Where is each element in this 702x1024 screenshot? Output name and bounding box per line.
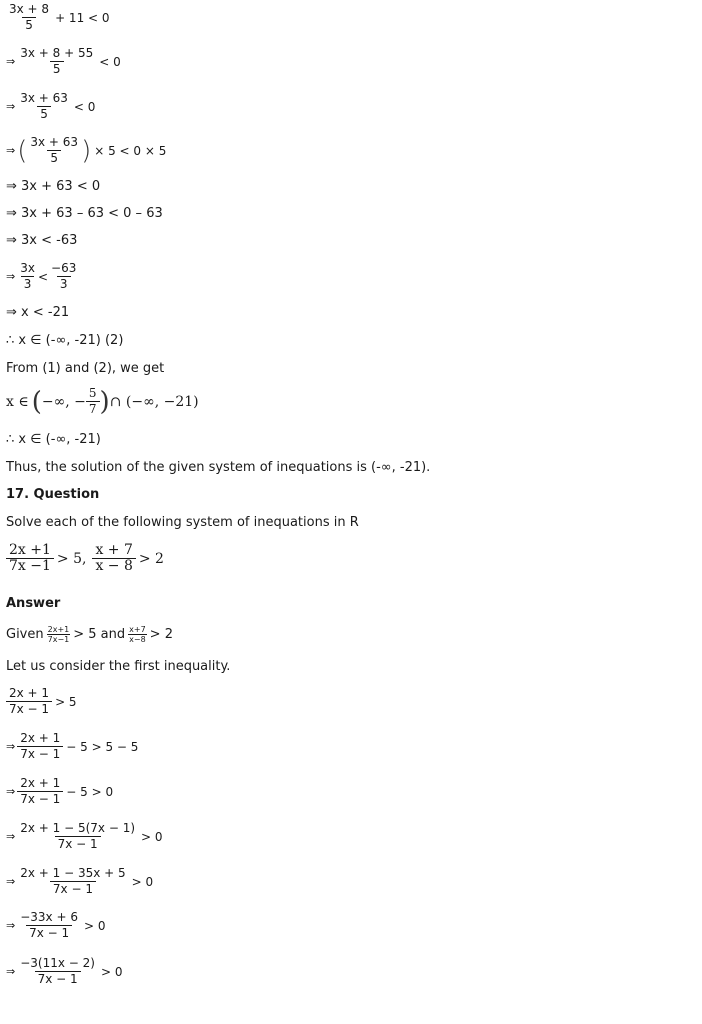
given-line: Given $\frac{2x+1}{7x-1}$ > 5 and $\frac{x+7}{x-8}$ > 2 [6,625,173,644]
consider-text: Let us consider the first inequality. [6,659,231,674]
fraction: $\frac{-33x + 6}{7x - 1}$ [20,910,78,940]
fraction: $\frac{2x + 1}{7x - 1}$ [17,731,63,762]
step-3: ⇒ $\frac{3x + 63}{5}$ < 0 [6,91,96,121]
step-6: ⇒ 3x + 63 – 63 < 0 – 63 [6,206,163,221]
fraction-2: $\frac{x + 7}{x - 8}$ [92,543,135,574]
answer-step-5: ⇒ $\frac{2x + 1 - 35x + 5}{7x - 1}$ > 0 [6,866,154,896]
answer-step-1: $\frac{2x + 1}{7x - 1}$ > 5 [6,686,77,717]
fraction-right: $\frac{-63}{3}$ [51,261,77,291]
fraction: $\frac{5}{7}$ [86,386,100,417]
step-9: ⇒ x < -21 [6,305,70,320]
combine-result: ∴ x ∈ (-∞, -21) [6,432,101,447]
step-2: ⇒ $\frac{3x + 8 + 55}{5}$ < 0 [6,46,121,76]
fraction: $\frac{3x + 8}{5}$ [9,2,50,32]
question-system: $\frac{2x +1}{7x -1}$ > 5, $\frac{x + 7}{x - 8}$ > 2 [6,543,164,574]
step-7: ⇒ 3x < -63 [6,233,78,248]
fraction-2: $\frac{x+7}{x-8}$ [129,625,146,644]
answer-step-3: ⇒ $\frac{2x + 1}{7x - 1}$ − 5 > 0 [6,776,114,806]
step-10: ∴ x ∈ (-∞, -21) (2) [6,333,124,348]
fraction-left: $\frac{3x}{3}$ [20,261,35,291]
answer-step-7: ⇒ $\frac{-3(11x - 2)}{7x - 1}$ > 0 [6,956,123,986]
step-5: ⇒ 3x + 63 < 0 [6,179,101,194]
question-title: 17. Question [6,487,100,502]
step-4: ⇒ ( $\frac{3x + 63}{5}$ ) × 5 < 0 × 5 [6,135,167,166]
step-8: ⇒ $\frac{3x}{3}$ < $\frac{-63}{3}$ [6,261,79,292]
fraction: $\frac{2x + 1 - 5(7x - 1)}{7x - 1}$ [20,821,136,851]
fraction: $\frac{3x + 8 + 55}{5}$ [20,46,94,76]
fraction-1: $\frac{2x +1}{7x -1}$ [6,543,54,574]
fraction: $\frac{2x + 1 - 35x + 5}{7x - 1}$ [20,866,126,896]
fraction: $\frac{3x + 63}{5}$ [30,135,79,165]
question-prompt: Solve each of the following system of inequations in R [6,515,359,530]
answer-label: Answer [6,596,61,611]
answer-step-6: ⇒ $\frac{-33x + 6}{7x - 1}$ > 0 [6,910,106,940]
combine-intro: From (1) and (2), we get [6,361,165,376]
combine-expression: x ∈ ( −∞, − $\frac{5}{7}$ ) ∩ (−∞, −21) [6,386,199,417]
answer-step-2: ⇒ $\frac{2x + 1}{7x - 1}$ − 5 > 5 − 5 [6,731,139,761]
fraction: $\frac{-3(11x - 2)}{7x - 1}$ [20,956,95,986]
fraction-1: $\frac{2x+1}{7x-1}$ [47,625,70,644]
combine-conclusion: Thus, the solution of the given system of inequations is (-∞, -21). [6,460,431,475]
answer-step-4: ⇒ $\frac{2x + 1 - 5(7x - 1)}{7x - 1}$ > 0 [6,821,163,851]
fraction: $\frac{2x + 1}{7x - 1}$ [6,686,52,717]
fraction: $\frac{2x + 1}{7x - 1}$ [17,776,63,807]
fraction: $\frac{3x + 63}{5}$ [20,91,68,121]
step-1: $\frac{3x + 8}{5}$ + 11 < 0 [6,2,110,33]
